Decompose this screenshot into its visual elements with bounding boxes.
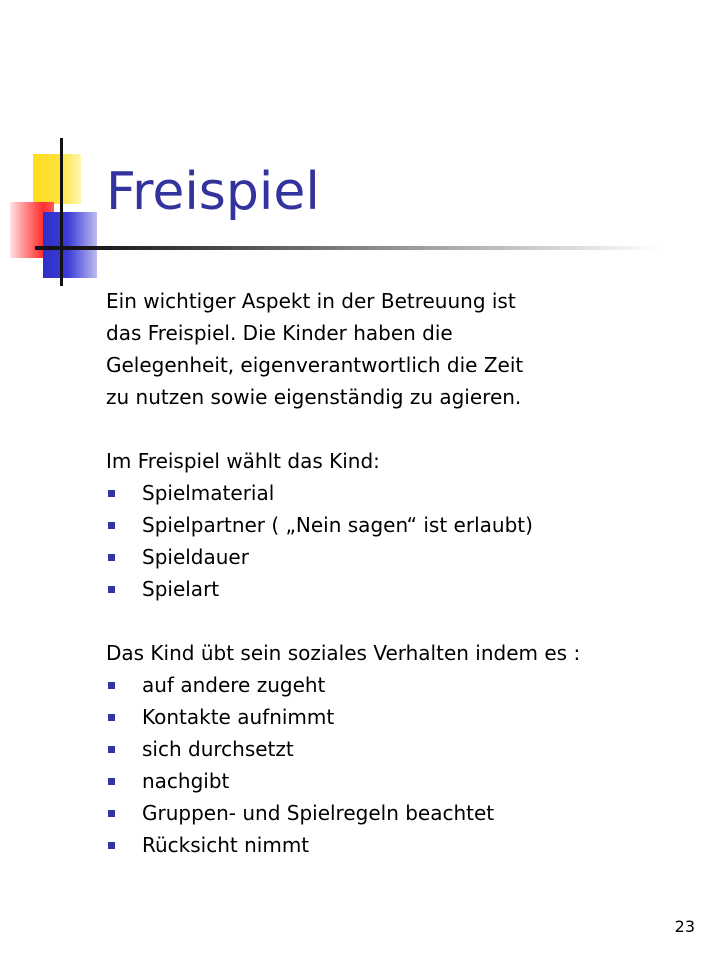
square-bullet-icon — [108, 810, 115, 817]
list-item — [106, 701, 696, 733]
list-item — [106, 573, 696, 605]
slide-title: Freispiel — [106, 162, 320, 222]
list-item-text: sich durchsetzt — [142, 737, 294, 761]
list-item — [106, 669, 696, 701]
list-item-text: Spieldauer — [142, 545, 249, 569]
list-item-text: Spielart — [142, 577, 220, 601]
section1-list — [106, 477, 696, 605]
decor-vertical-line — [60, 138, 63, 286]
section2-list — [106, 669, 696, 861]
list-item-text: Kontakte aufnimmt — [142, 705, 335, 729]
list-item — [106, 733, 696, 765]
title-underline — [35, 246, 660, 250]
intro-paragraph: Ein wichtiger Aspekt in der Betreuung ist das Freispiel. Die Kinder haben die Gelegenheit, eigenverantwortlich die Zeit zu nutzen sowie eigenständig zu agieren. — [106, 289, 524, 409]
square-bullet-icon — [108, 778, 115, 785]
list-item — [106, 541, 696, 573]
square-bullet-icon — [108, 842, 115, 849]
list-item-text: auf andere zugeht — [142, 673, 326, 697]
page-number: 23 — [674, 917, 695, 936]
list-item — [106, 797, 696, 829]
spacer — [106, 413, 696, 445]
list-item-text: Spielpartner ( „Nein sagen“ ist erlaubt) — [142, 513, 533, 537]
section1-heading: Im Freispiel wählt das Kind: — [106, 449, 380, 473]
list-item — [106, 477, 696, 509]
square-bullet-icon — [108, 746, 115, 753]
list-item — [106, 765, 696, 797]
list-item-text: Rücksicht nimmt — [142, 833, 310, 857]
section2-heading: Das Kind übt sein soziales Verhalten indem es : — [106, 641, 581, 665]
square-bullet-icon — [108, 554, 115, 561]
slide-body — [106, 285, 696, 861]
square-bullet-icon — [108, 682, 115, 689]
list-item-text: Gruppen- und Spielregeln beachtet — [142, 801, 495, 825]
square-bullet-icon — [108, 522, 115, 529]
list-item — [106, 829, 696, 861]
list-item — [106, 509, 696, 541]
list-item-text: nachgibt — [142, 769, 230, 793]
square-bullet-icon — [108, 714, 115, 721]
square-bullet-icon — [108, 586, 115, 593]
list-item-text: Spielmaterial — [142, 481, 275, 505]
spacer — [106, 605, 696, 637]
decor-blue-square — [43, 212, 97, 278]
square-bullet-icon — [108, 490, 115, 497]
decor-yellow-square — [33, 154, 81, 204]
